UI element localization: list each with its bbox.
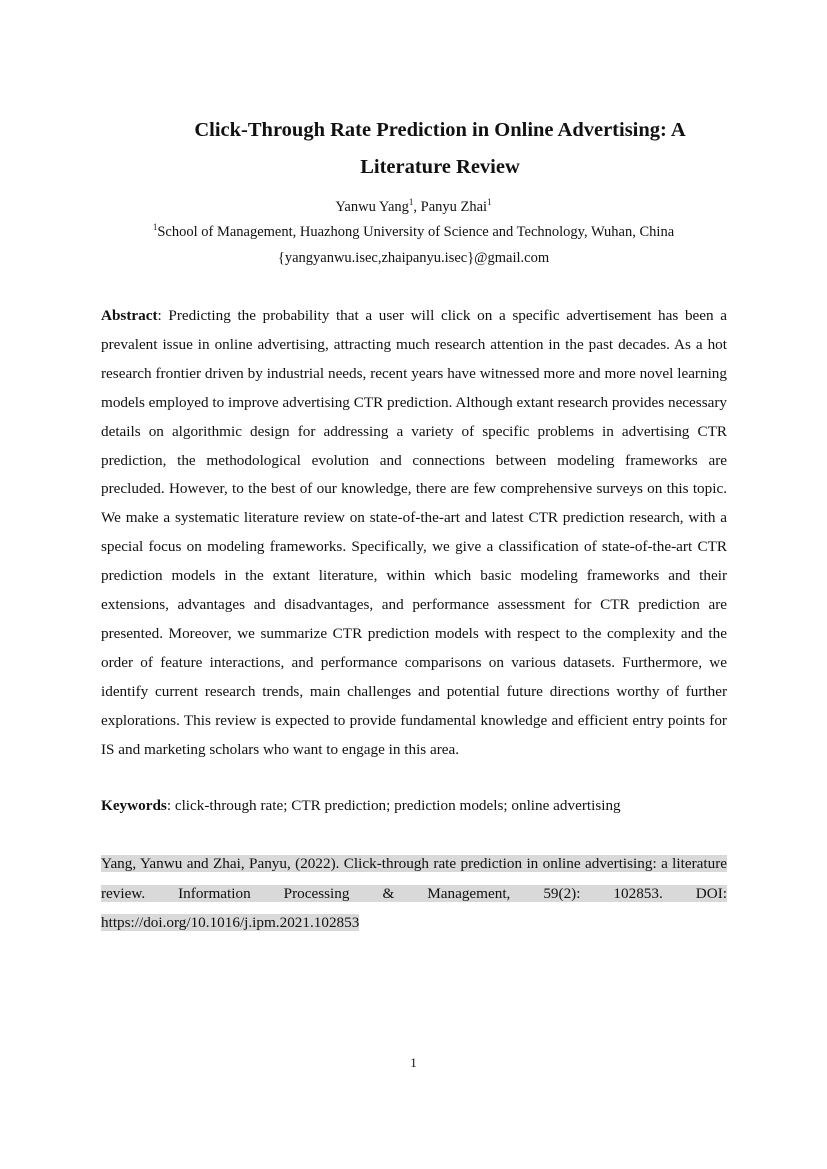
keywords-text: : click-through rate; CTR prediction; prediction models; online advertising <box>166 797 621 814</box>
affiliation-mark: 1 <box>487 197 492 208</box>
affiliation-mark: 1 <box>152 222 158 233</box>
abstract-label: Abstract <box>101 307 158 324</box>
author-name: Panyu Zhai <box>420 199 488 215</box>
keywords-label: Keywords <box>101 797 167 814</box>
paper-title: Click-Through Rate Prediction in Online Advertising: A Literature Review <box>194 119 686 178</box>
citation-block <box>101 849 727 938</box>
page-number: 1 <box>410 1055 417 1070</box>
author-list <box>0 197 827 217</box>
citation-text: Yang, Yanwu and Zhai, Panyu, (2022). Click-through rate prediction in online advertising: a literature review. Information Processing & Management, 59(2): 102853. DOI: https://doi.org/10.1016/j.ipm.2021.102853 <box>101 855 727 931</box>
affiliation <box>0 222 827 242</box>
affiliation-text: School of Management, Huazhong University of Science and Technology, Wuhan, China <box>157 224 675 240</box>
author-email: {yangyanwu.isec,zhaipanyu.isec}@gmail.com <box>277 250 550 266</box>
author-separator: , <box>413 199 421 215</box>
keywords <box>101 792 727 821</box>
abstract-text: : Predicting the probability that a user will click on a specific advertisement has been a prevalent issue in online advertising, attracting much research attention in the past decades. As a hot research frontier driven by industrial needs, recent years have witnessed more and more novel learning models employed to improve advertising CTR prediction. Although extant research provides necessary details on algorithmic design for addressing a variety of specific problems in advertising CTR prediction, the methodological evolution and connections between modeling frameworks are precluded. However, to the best of our knowledge, there are few comprehensive surveys on this topic. We make a systematic literature review on state-of-the-art and latest CTR prediction research, with a special focus on modeling frameworks. Specifically, we give a classification of state-of-the-art CTR prediction models in the extant literature, within which basic modeling frameworks and their extensions, advantages and disadvantages, and performance assessment for CTR prediction are presented. Moreover, we summarize CTR prediction models with respect to the complexity and the order of feature interactions, and performance comparisons on various datasets. Furthermore, we identify current research trends, main challenges and potential future directions worthy of further explorations. This review is expected to provide fundamental knowledge and efficient entry points for IS and marketing scholars who want to engage in this area. <box>101 307 727 758</box>
abstract <box>101 302 727 765</box>
affiliation-mark: 1 <box>408 197 414 208</box>
author-name: Yanwu Yang <box>335 199 409 215</box>
